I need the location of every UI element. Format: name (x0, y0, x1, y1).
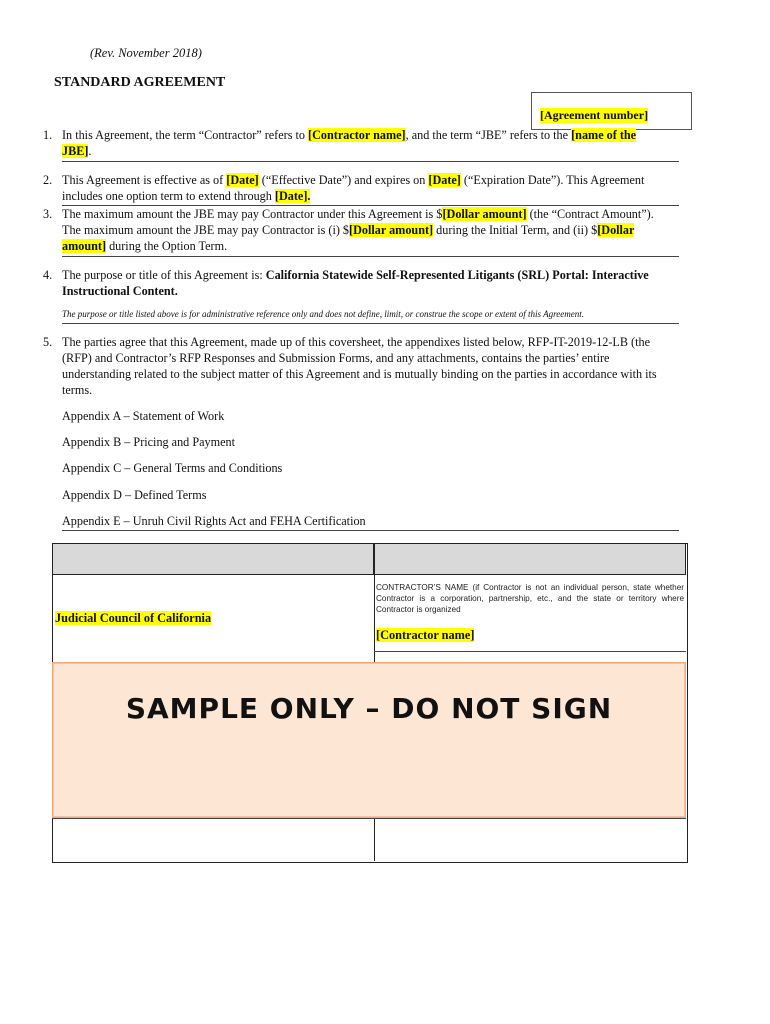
clause-2 (43, 172, 683, 204)
clause-text: . (88, 144, 92, 158)
contractor-name-placeholder: [Contractor name] (308, 128, 406, 142)
document-title: STANDARD AGREEMENT (54, 75, 226, 90)
clause-number: 1. (43, 128, 53, 142)
jbe-name: Judicial Council of California (55, 611, 212, 625)
clause-4 (43, 267, 683, 299)
clause-number: 4. (43, 268, 53, 282)
clause-text: (“Effective Date”) and expires on (258, 173, 429, 187)
clause-1 (43, 127, 683, 159)
clause-text: includes one option term to extend through (62, 189, 275, 203)
signature-header-right (374, 543, 686, 575)
sample-stamp-label: SAMPLE ONLY – DO NOT SIGN (125, 692, 613, 725)
table-row-divider (52, 818, 686, 819)
contractor-name-cell (376, 628, 474, 643)
divider (62, 323, 679, 324)
agreement-purpose: Instructional Content. (62, 284, 178, 298)
appendix-item: Appendix C – General Terms and Conditions (62, 461, 283, 475)
clause-text: The purpose or title of this Agreement is: (62, 268, 266, 282)
clause-text: understanding related to the subject matter of this Agreement and is mutually binding on the parties in accordance with its (62, 367, 657, 381)
clause-text: , and the term “JBE” refers to the (405, 128, 572, 142)
clause-text: This Agreement is effective as of (62, 173, 227, 187)
appendix-item: Appendix D – Defined Terms (62, 488, 207, 502)
sample-stamp-text (52, 692, 686, 725)
agreement-purpose: California Statewide Self-Represented Litigants (SRL) Portal: Interactive (265, 268, 649, 282)
clause-3 (43, 206, 683, 254)
purpose-note: The purpose or title listed above is for administrative reference only and does not define, limit, or construe the scope or extent of this Agreement. (62, 309, 584, 319)
dollar-amount-placeholder: [Dollar amount] (442, 207, 527, 221)
dollar-amount-placeholder: [Dollar amount] (349, 223, 434, 237)
contractor-name-label: CONTRACTOR’S NAME (if Contractor is not an individual person, state whether Contractor is a corporation, partnership, etc., and the state or territory where Contractor is organized (376, 583, 684, 614)
clause-number: 2. (43, 173, 53, 187)
table-row-divider (374, 651, 686, 652)
jbe-name-cell (55, 611, 211, 626)
appendix-item: Appendix E – Unruh Civil Rights Act and FEHA Certification (62, 514, 366, 528)
clause-number: 3. (43, 207, 53, 221)
revision-date: (Rev. November 2018) (90, 46, 202, 60)
clause-text: (“Expiration Date”). This Agreement (460, 173, 645, 187)
contractor-name: [Contractor name] (376, 628, 475, 642)
appendix-item: Appendix B – Pricing and Payment (62, 435, 235, 449)
signature-header-left (52, 543, 374, 575)
dollar-amount-placeholder: [Dollar (597, 223, 635, 237)
clause-text: The parties agree that this Agreement, made up of this coversheet, the appendixes listed below, RFP-IT-2019-12-LB (the (62, 335, 651, 349)
date-placeholder: [Date] (428, 173, 461, 187)
divider (62, 530, 679, 531)
clause-number: 5. (43, 335, 53, 349)
appendix-item: Appendix A – Statement of Work (62, 409, 225, 423)
agreement-number: [Agreement number] (540, 108, 649, 122)
date-placeholder: [Date]. (274, 189, 311, 203)
clause-text: (RFP) and Contractor’s RFP Responses and Submission Forms, and any attachments, contains the parties’ entire (62, 351, 610, 365)
clause-text: terms. (62, 383, 93, 397)
divider (62, 256, 679, 257)
clause-text: The maximum amount the JBE may pay Contractor is (i) $ (62, 223, 350, 237)
clause-text: during the Option Term. (106, 239, 228, 253)
clause-text: The maximum amount the JBE may pay Contractor under this Agreement is $ (62, 207, 443, 221)
clause-text: during the Initial Term, and (ii) $ (433, 223, 598, 237)
dollar-amount-placeholder: amount] (62, 239, 107, 253)
clause-text: In this Agreement, the term “Contractor” refers to (62, 128, 309, 142)
jbe-name-placeholder: [name of the (571, 128, 637, 142)
clause-text: (the “Contract Amount”). (526, 207, 654, 221)
divider (62, 161, 679, 162)
clause-5 (43, 334, 693, 398)
sample-stamp (52, 662, 686, 818)
jbe-name-placeholder: JBE] (62, 144, 89, 158)
date-placeholder: [Date] (226, 173, 259, 187)
